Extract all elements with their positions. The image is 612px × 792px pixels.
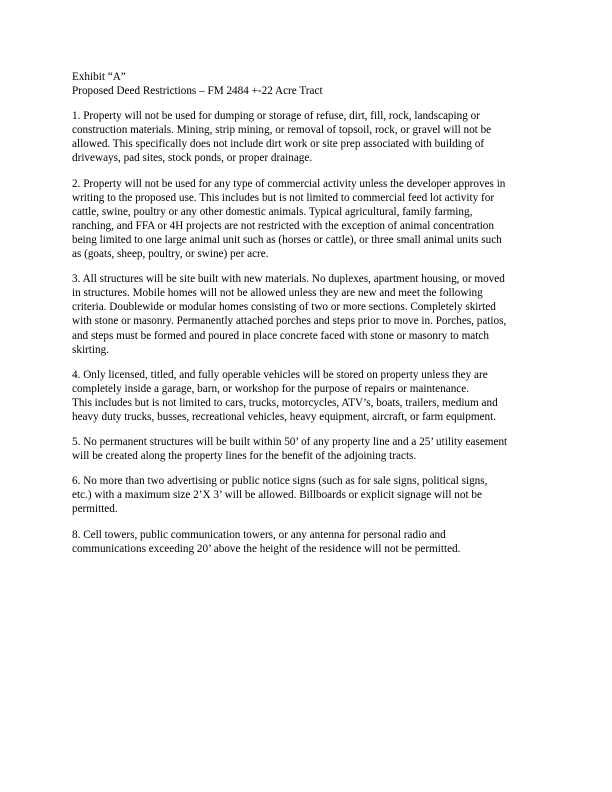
restriction-clause-2 xyxy=(72,177,540,262)
exhibit-label: Exhibit “A” xyxy=(72,71,126,83)
document-title: Proposed Deed Restrictions – FM 2484 +-22 Acre Tract xyxy=(72,85,323,98)
clause-line: will be created along the property lines for the benefit of the adjoining tracts. xyxy=(72,450,417,463)
clause-line: 1. Property will not be used for dumping or storage of refuse, dirt, fill, rock, landscaping or xyxy=(72,110,480,123)
clause-line: construction materials. Mining, strip mining, or removal of topsoil, rock, or gravel will not be xyxy=(72,124,492,137)
clause-line: being limited to one large animal unit such as (horses or cattle), or three small animal units such xyxy=(72,233,502,246)
restriction-clause-6 xyxy=(72,474,540,516)
restriction-clause-1 xyxy=(72,109,540,165)
clause-line: etc.) with a maximum size 2’X 3’ will be allowed. Billboards or explicit signage will not be xyxy=(72,489,482,502)
restriction-clause-8 xyxy=(72,528,540,556)
restriction-clause-4 xyxy=(72,368,540,424)
clause-line: communications exceeding 20’ above the height of the residence will not be permitted. xyxy=(72,542,461,555)
clause-line: driveways, pad sites, stock ponds, or proper drainage. xyxy=(72,152,313,165)
clause-line: 6. No more than two advertising or public notice signs (such as for sale signs, political signs, xyxy=(72,475,488,488)
document-page xyxy=(72,70,540,556)
clause-line: allowed. This specifically does not include dirt work or site prep associated with building of xyxy=(72,138,485,151)
clause-line: heavy duty trucks, busses, recreational vehicles, heavy equipment, aircraft, or farm equipment. xyxy=(72,410,497,423)
clause-line: 5. No permanent structures will be built within 50’ of any property line and a 25’ utility easement xyxy=(72,436,508,449)
clause-line: 3. All structures will be site built with new materials. No duplexes, apartment housing, or moved xyxy=(72,273,505,286)
restriction-clause-3 xyxy=(72,272,540,357)
clause-line: 2. Property will not be used for any type of commercial activity unless the developer approves in xyxy=(72,177,506,190)
clause-line: This includes but is not limited to cars, trucks, motorcycles, ATV’s, boats, trailers, medium and xyxy=(72,396,498,409)
restriction-clause-5 xyxy=(72,435,540,463)
clause-line: ranching, and FFA or 4H projects are not restricted with the exception of animal concentration xyxy=(72,219,494,232)
clause-line: writing to the proposed use. This includes but is not limited to commercial feed lot activity for xyxy=(72,191,495,204)
clause-line: criteria. Doublewide or modular homes consisting of two or more sections. Completely skirted xyxy=(72,301,496,314)
clause-line: completely inside a garage, barn, or workshop for the purpose of repairs or maintenance. xyxy=(72,382,470,395)
clause-line: skirting. xyxy=(72,343,109,356)
clause-line: cattle, swine, poultry or any other domestic animals. Typical agricultural, family farming, xyxy=(72,205,473,218)
clause-line: as (goats, sheep, poultry, or swine) per acre. xyxy=(72,248,269,261)
clause-line: with stone or masonry. Permanently attached porches and steps prior to move in. Porches, patios, xyxy=(72,315,507,328)
clause-line: permitted. xyxy=(72,503,118,516)
clause-line: and steps must be formed and poured in place concrete faced with stone or masonry to match xyxy=(72,329,489,342)
clause-line: 4. Only licensed, titled, and fully operable vehicles will be stored on property unless they are xyxy=(72,368,488,381)
clause-line: 8. Cell towers, public communication towers, or any antenna for personal radio and xyxy=(72,528,446,541)
clause-line: in structures. Mobile homes will not be allowed unless they are new and meet the following xyxy=(72,287,483,300)
